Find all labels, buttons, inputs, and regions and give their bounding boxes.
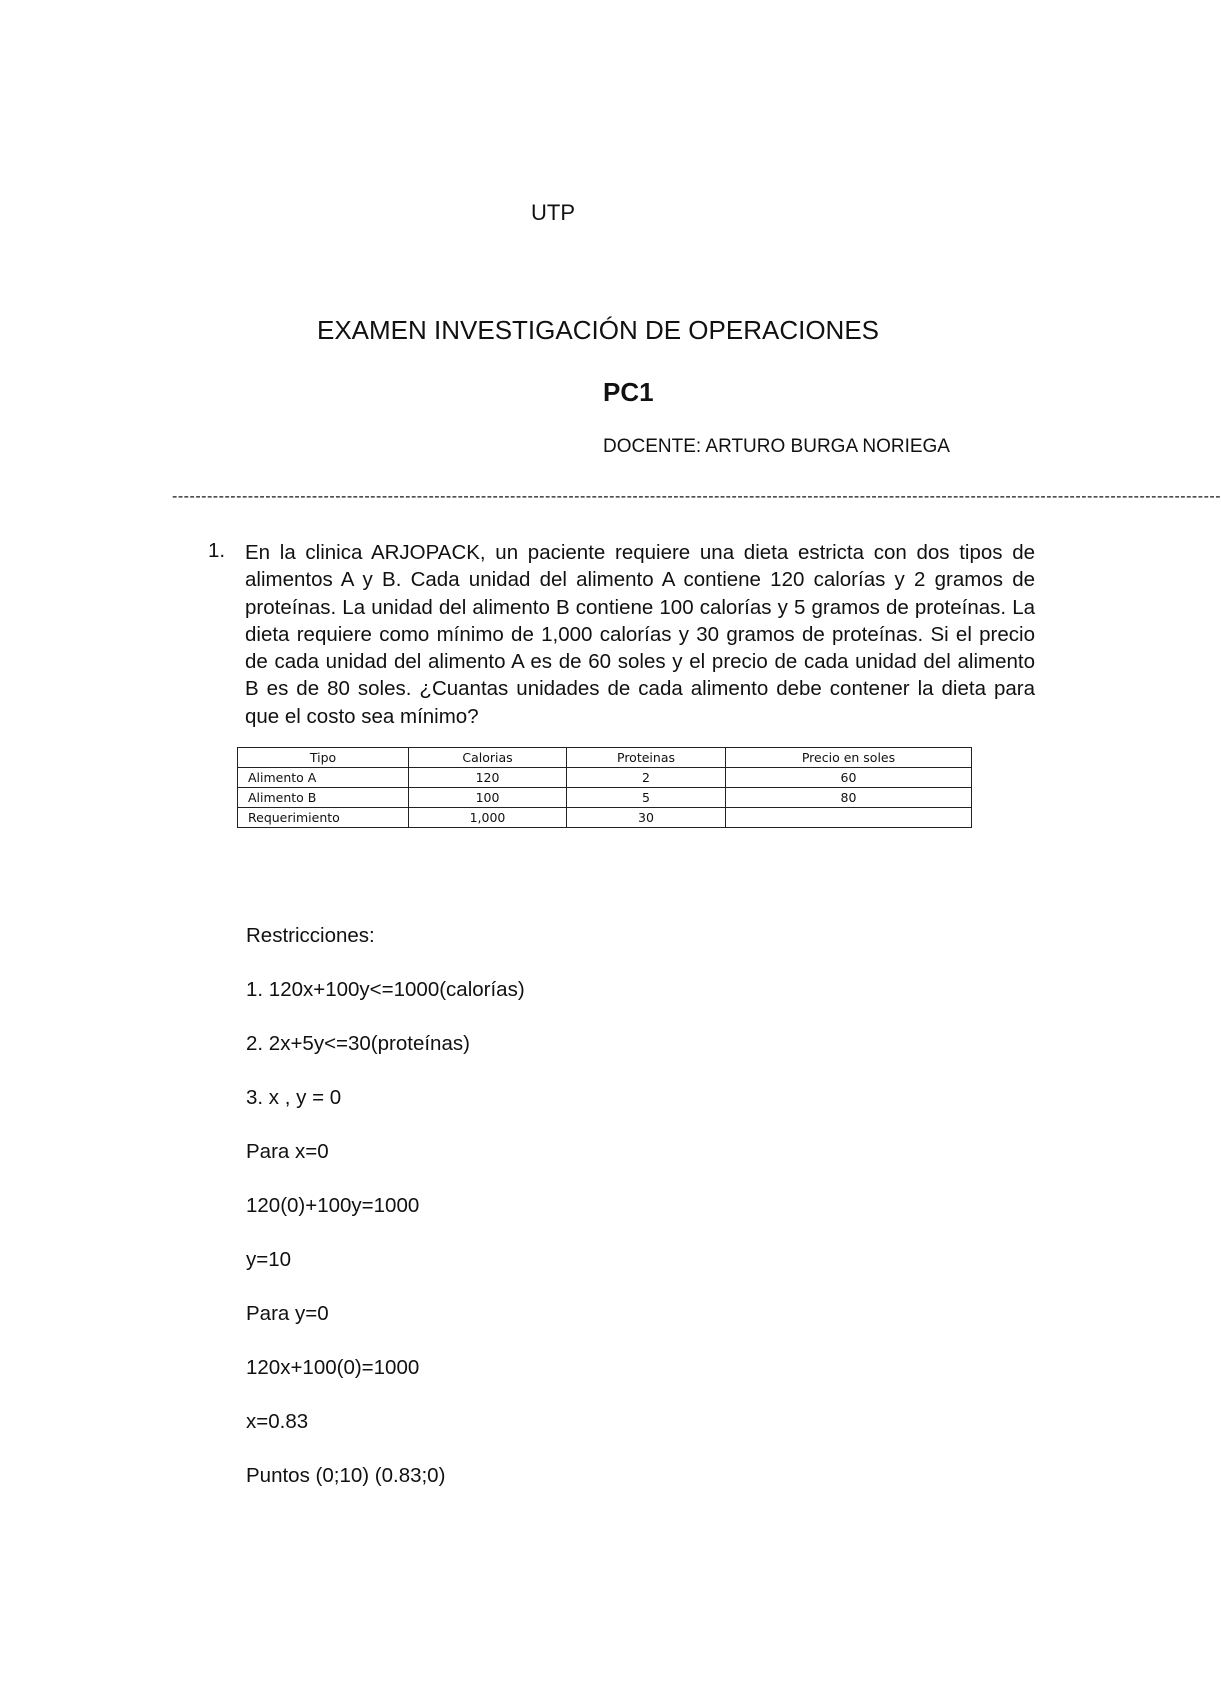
table-row <box>238 808 972 828</box>
table-cell: Requerimiento <box>238 808 409 828</box>
nutrition-table <box>237 747 972 828</box>
exam-subtitle: PC1 <box>603 377 654 407</box>
solution-line: 120x+100(0)=1000 <box>246 1356 420 1379</box>
table-header-cell: Precio en soles <box>726 748 972 768</box>
table-row <box>238 768 972 788</box>
table-cell: 120 <box>409 768 567 788</box>
teacher-name: DOCENTE: ARTURO BURGA NORIEGA <box>603 436 950 457</box>
solution-line: 3. x , y = 0 <box>246 1086 342 1109</box>
solution-line: Puntos (0;10) (0.83;0) <box>246 1464 446 1487</box>
solution-line: Para x=0 <box>246 1140 329 1163</box>
table-header-cell: Calorias <box>409 748 567 768</box>
table-cell: 5 <box>567 788 726 808</box>
solution-line: 120(0)+100y=1000 <box>246 1194 420 1217</box>
solution-line: Para y=0 <box>246 1302 329 1325</box>
table-cell: 80 <box>726 788 972 808</box>
solution-line: 2. 2x+5y<=30(proteínas) <box>246 1032 470 1055</box>
table-cell: Alimento A <box>238 768 409 788</box>
solution-line: y=10 <box>246 1248 292 1271</box>
exam-title: EXAMEN INVESTIGACIÓN DE OPERACIONES <box>317 315 879 345</box>
solution-line: x=0.83 <box>246 1410 309 1433</box>
table-header-row <box>238 748 972 768</box>
table-cell: 1,000 <box>409 808 567 828</box>
table-cell: 2 <box>567 768 726 788</box>
table-header-cell: Proteinas <box>567 748 726 768</box>
table-cell: 30 <box>567 808 726 828</box>
problem-statement: En la clinica ARJOPACK, un paciente requiere una dieta estricta con dos tipos de alimentos A y B. Cada unidad del alimento A contiene 120 calorías y 2 gramos de proteínas. La unidad del alimento B contiene 100 calorías y 5 gramos de proteínas. La dieta requiere como mínimo de 1,000 calorías y 30 gramos de proteínas. Si el precio de cada unidad del alimento A es de 60 soles y el precio de cada unidad del alimento B es de 80 soles. ¿Cuantas unidades de cada alimento debe contener la dieta para que el costo sea mínimo? <box>245 541 1035 728</box>
table-cell <box>726 808 972 828</box>
table-cell: Alimento B <box>238 788 409 808</box>
institution-name: UTP <box>531 200 575 225</box>
table-cell: 100 <box>409 788 567 808</box>
solution-heading: Restricciones: <box>246 924 375 947</box>
separator-line: ------------------------------------------------------------------------------------------------------------------------------------------------------------------------------------ <box>172 488 1221 505</box>
solution-line: 1. 120x+100y<=1000(calorías) <box>246 978 525 1001</box>
table-header-cell: Tipo <box>238 748 409 768</box>
table-row <box>238 788 972 808</box>
problem-number: 1. <box>208 539 226 562</box>
table-cell: 60 <box>726 768 972 788</box>
